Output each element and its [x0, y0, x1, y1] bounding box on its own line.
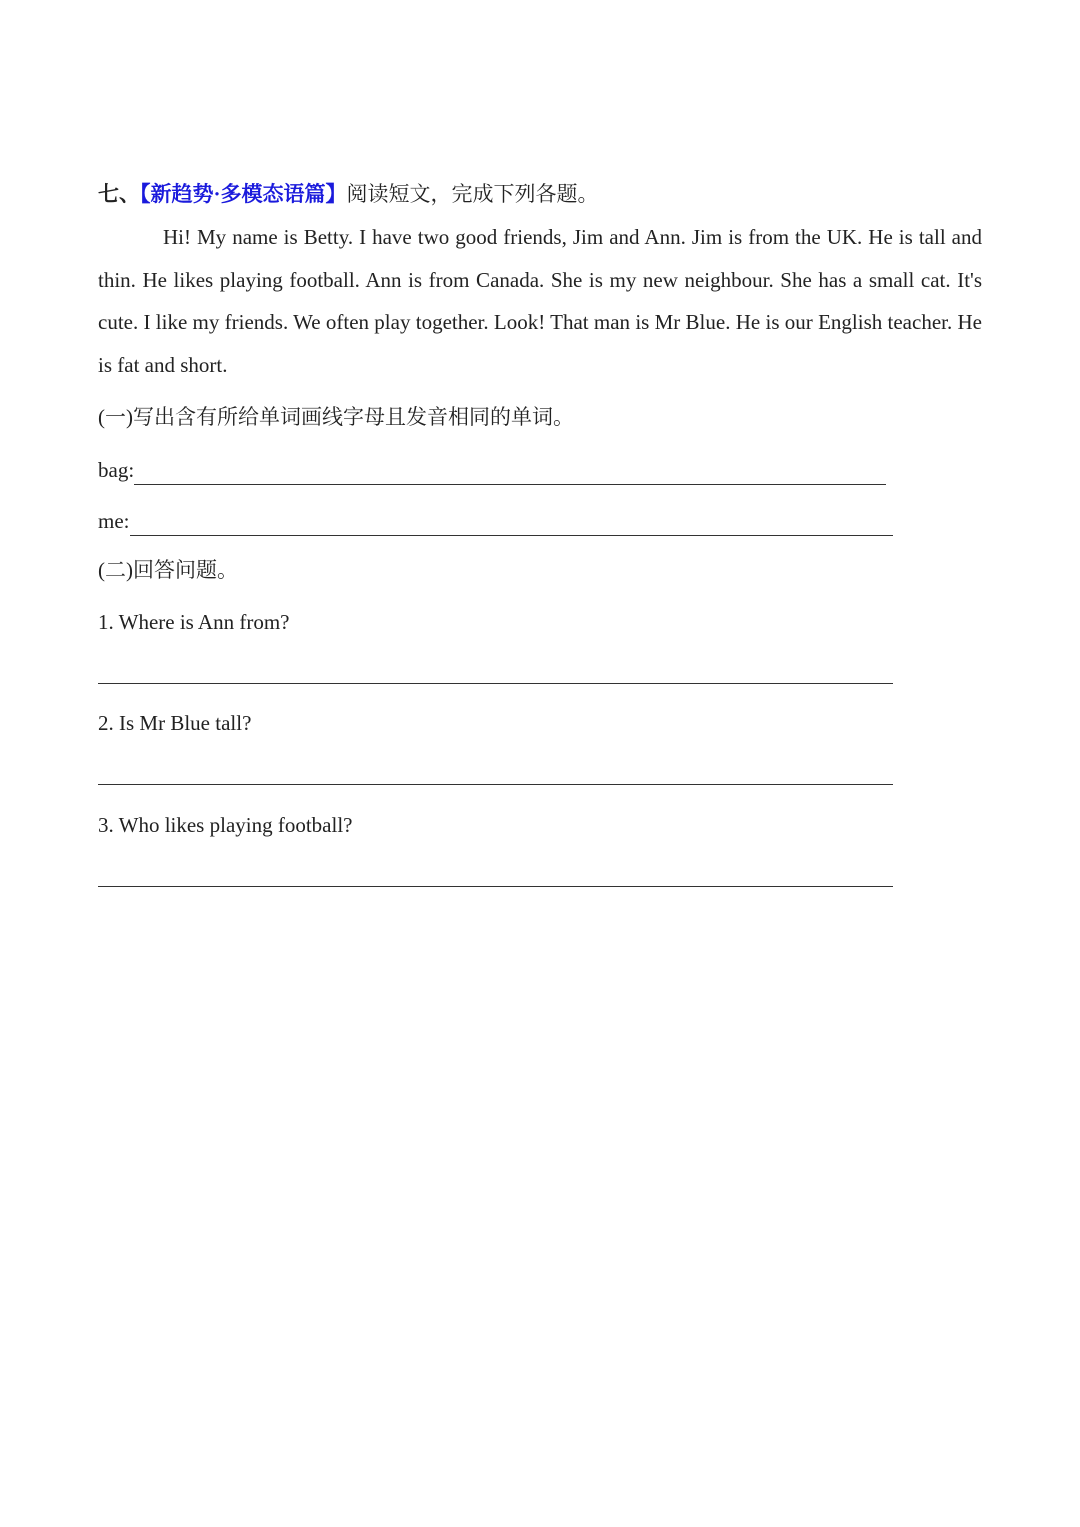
- part2-heading: (二)回答问题。: [98, 558, 238, 582]
- answer-line-1[interactable]: [98, 683, 893, 684]
- reading-passage: Hi! My name is Betty. I have two good friends, Jim and Ann. Jim is from the UK. He is tall and thin. He likes playing football. Ann is from Canada. She is my new neighbour. She has a small cat. It's cute. I like my friends. We often play together. Look! That man is Mr Blue. He is our English teacher. He is fat and short.: [98, 225, 982, 377]
- question-1: 1. Where is Ann from?: [98, 610, 290, 634]
- fill-item-bag: [98, 455, 886, 485]
- fill-item-label: bag:: [98, 458, 135, 482]
- part1-heading: (一)写出含有所给单词画线字母且发音相同的单词。: [98, 405, 574, 429]
- section-number: 七、: [98, 182, 140, 206]
- section-instruction: 阅读短文，完成下列各题。: [346, 182, 599, 206]
- question-2: 2. Is Mr Blue tall?: [98, 711, 252, 735]
- answer-blank-bag[interactable]: [134, 460, 886, 485]
- fill-item-label: me:: [98, 509, 130, 533]
- answer-line-2[interactable]: [98, 784, 893, 785]
- section-heading: [98, 178, 599, 210]
- question-3: 3. Who likes playing football?: [98, 813, 353, 837]
- fill-item-me: [98, 506, 893, 536]
- section-tag: 【新趋势·多模态语篇】: [140, 182, 347, 206]
- answer-line-3[interactable]: [98, 886, 893, 887]
- answer-blank-me[interactable]: [130, 511, 893, 536]
